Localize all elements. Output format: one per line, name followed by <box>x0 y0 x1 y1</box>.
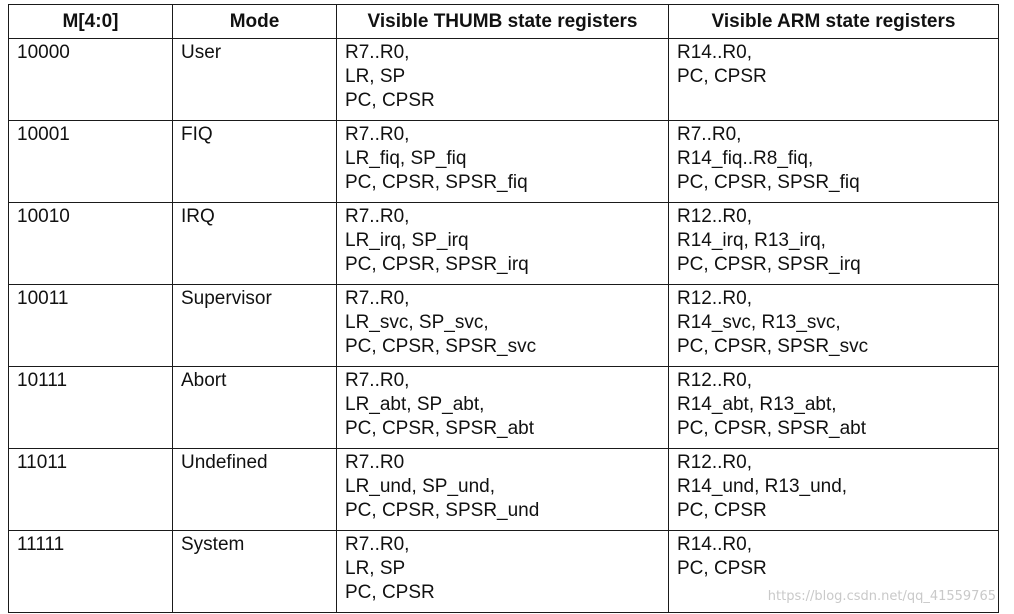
arm-register-line: PC, CPSR, SPSR_irq <box>677 254 861 275</box>
mode-bits-cell: 10011 <box>9 285 173 367</box>
thumb-register-line: LR_svc, SP_svc, <box>345 312 489 333</box>
thumb-register-line: LR_fiq, SP_fiq <box>345 148 467 169</box>
arm-register-line: R12..R0, <box>677 452 752 473</box>
arm-register-line: PC, CPSR, SPSR_abt <box>677 418 867 439</box>
thumb-register-line: R7..R0, <box>345 42 410 63</box>
arm-register-line: R7..R0, <box>677 124 742 145</box>
arm-register-line: R14_fiq..R8_fiq, <box>677 148 814 169</box>
thumb-registers-cell <box>337 121 669 203</box>
mode-bits-cell: 10001 <box>9 121 173 203</box>
thumb-register-line: LR_abt, SP_abt, <box>345 394 485 415</box>
table-row <box>9 203 999 285</box>
thumb-registers-cell <box>337 531 669 613</box>
mode-bits-cell: 10010 <box>9 203 173 285</box>
thumb-register-line: PC, CPSR, SPSR_und <box>345 500 540 521</box>
thumb-registers-cell <box>337 203 669 285</box>
arm-register-line: PC, CPSR <box>677 66 767 87</box>
arm-registers-cell <box>669 285 999 367</box>
thumb-register-line: LR_und, SP_und, <box>345 476 496 497</box>
thumb-register-line: PC, CPSR <box>345 90 435 111</box>
mode-bits-cell: 10000 <box>9 39 173 121</box>
table-header <box>9 5 999 39</box>
arm-registers-cell <box>669 203 999 285</box>
thumb-register-line: R7..R0, <box>345 288 410 309</box>
mode-bits-cell: 11111 <box>9 531 173 613</box>
processor-mode-register-table <box>8 4 999 613</box>
arm-register-line: R14_und, R13_und, <box>677 476 848 497</box>
table-row <box>9 449 999 531</box>
arm-register-line: R14_abt, R13_abt, <box>677 394 837 415</box>
thumb-registers-cell <box>337 449 669 531</box>
table-row <box>9 367 999 449</box>
watermark-text: https://blog.csdn.net/qq_41559765 <box>767 589 996 604</box>
table-row <box>9 39 999 121</box>
header-mode-bits: M[4:0] <box>9 5 173 39</box>
arm-register-line: PC, CPSR <box>677 500 767 521</box>
mode-bits-cell: 10111 <box>9 367 173 449</box>
mode-bits-cell: 11011 <box>9 449 173 531</box>
arm-register-line: R12..R0, <box>677 206 752 227</box>
thumb-register-line: R7..R0, <box>345 534 410 555</box>
arm-register-line: R14..R0, <box>677 534 752 555</box>
thumb-registers-cell <box>337 39 669 121</box>
thumb-register-line: LR, SP <box>345 66 406 87</box>
table-row <box>9 121 999 203</box>
arm-register-line: R12..R0, <box>677 288 752 309</box>
thumb-register-line: PC, CPSR, SPSR_abt <box>345 418 535 439</box>
thumb-register-line: R7..R0, <box>345 370 410 391</box>
thumb-register-line: PC, CPSR, SPSR_fiq <box>345 172 528 193</box>
arm-register-line: PC, CPSR <box>677 558 767 579</box>
mode-name-cell: Supervisor <box>173 285 337 367</box>
thumb-register-line: R7..R0 <box>345 452 405 473</box>
mode-name-cell: User <box>173 39 337 121</box>
thumb-register-line: LR_irq, SP_irq <box>345 230 469 251</box>
mode-name-cell: Undefined <box>173 449 337 531</box>
header-arm-registers: Visible ARM state registers <box>669 5 999 39</box>
arm-register-line: PC, CPSR, SPSR_fiq <box>677 172 860 193</box>
mode-name-cell: IRQ <box>173 203 337 285</box>
table-body <box>9 39 999 613</box>
thumb-registers-cell <box>337 285 669 367</box>
mode-name-cell: System <box>173 531 337 613</box>
arm-registers-cell <box>669 39 999 121</box>
table-row <box>9 285 999 367</box>
mode-name-cell: Abort <box>173 367 337 449</box>
thumb-register-line: PC, CPSR, SPSR_svc <box>345 336 537 357</box>
arm-registers-cell <box>669 449 999 531</box>
thumb-register-line: PC, CPSR <box>345 582 435 603</box>
mode-name-cell: FIQ <box>173 121 337 203</box>
thumb-register-line: LR, SP <box>345 558 406 579</box>
header-row <box>9 5 999 39</box>
arm-register-line: R14_irq, R13_irq, <box>677 230 826 251</box>
thumb-register-line: R7..R0, <box>345 124 410 145</box>
header-thumb-registers: Visible THUMB state registers <box>337 5 669 39</box>
arm-registers-cell <box>669 367 999 449</box>
arm-register-line: R12..R0, <box>677 370 752 391</box>
arm-registers-cell <box>669 121 999 203</box>
arm-register-line: R14..R0, <box>677 42 752 63</box>
arm-register-line: PC, CPSR, SPSR_svc <box>677 336 869 357</box>
thumb-registers-cell <box>337 367 669 449</box>
arm-register-line: R14_svc, R13_svc, <box>677 312 841 333</box>
header-mode: Mode <box>173 5 337 39</box>
thumb-register-line: R7..R0, <box>345 206 410 227</box>
thumb-register-line: PC, CPSR, SPSR_irq <box>345 254 529 275</box>
